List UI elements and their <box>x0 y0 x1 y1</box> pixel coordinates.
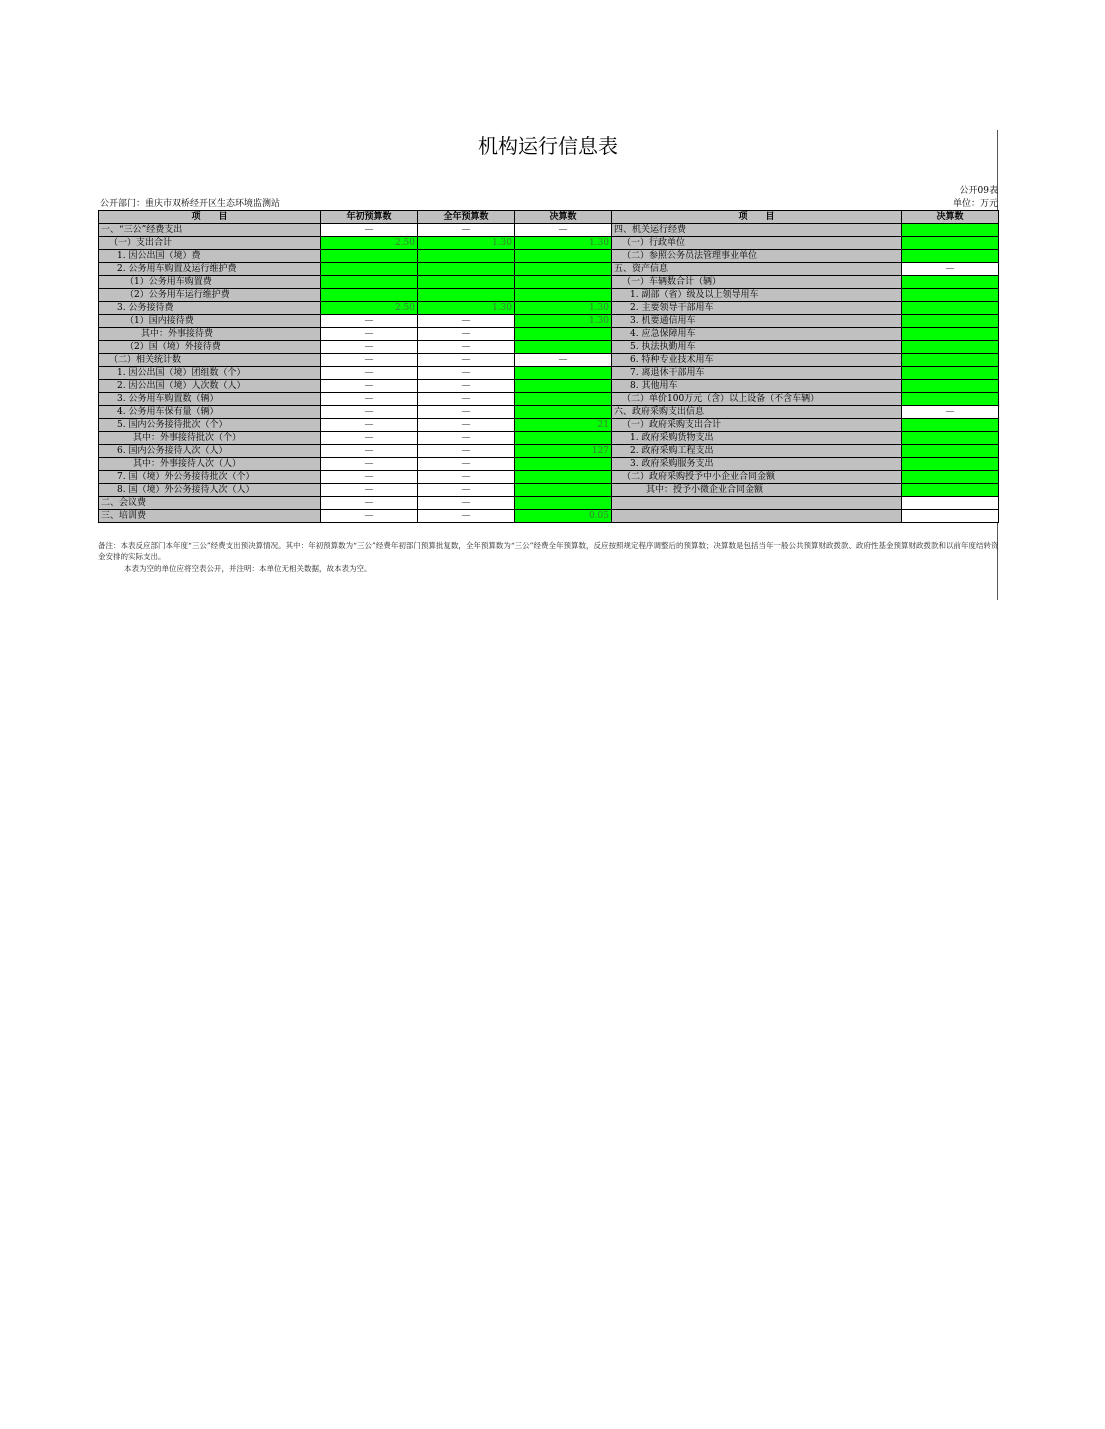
footnote: 备注：本表反应部门本年度“三公”经费支出预决算情况。其中：年初预算数为“三公”经费年初部门预算批复数，全年预算数为“三公”经费全年预算数，反应按照规定程序调整后的预算数；决算数是包括当年一般公共预算财政拨款、政府性基金预算财政拨款和以前年度结转资金安排的实际支出。 <box>98 541 999 561</box>
final-amount-cell <box>515 497 612 510</box>
full-budget-cell: — <box>418 419 515 432</box>
row-item-label-right: 7. 离退休干部用车 <box>612 367 902 380</box>
table-row <box>99 263 999 276</box>
department-label: 公开部门：重庆市双桥经开区生态环境监测站 <box>100 199 281 209</box>
final-amount-right-cell <box>902 367 999 380</box>
final-amount-right-cell <box>902 341 999 354</box>
row-item-label: 其中：外事接待人次（人） <box>99 458 321 471</box>
table-row <box>99 510 999 523</box>
initial-budget-cell: — <box>321 224 418 237</box>
initial-budget-cell <box>321 289 418 302</box>
full-budget-cell: — <box>418 471 515 484</box>
initial-budget-cell: — <box>321 497 418 510</box>
table-header-row <box>99 211 999 224</box>
final-amount-right-cell <box>902 497 999 510</box>
row-item-label: 三、培训费 <box>99 510 321 523</box>
final-amount-cell <box>515 289 612 302</box>
final-amount-right-cell <box>902 393 999 406</box>
initial-budget-cell: — <box>321 328 418 341</box>
full-budget-cell: — <box>418 484 515 497</box>
row-item-label-right: 其中：授予小微企业合同金额 <box>612 484 902 497</box>
final-amount-cell <box>515 393 612 406</box>
table-row <box>99 393 999 406</box>
row-item-label-right: 6. 特种专业技术用车 <box>612 354 902 367</box>
final-amount-cell: 1.30 <box>515 315 612 328</box>
full-budget-cell: — <box>418 497 515 510</box>
initial-budget-cell <box>321 250 418 263</box>
header-item-right: 项 目 <box>612 211 902 224</box>
final-amount-right-cell <box>902 471 999 484</box>
header-final-amount: 决算数 <box>515 211 612 224</box>
final-amount-cell <box>515 367 612 380</box>
final-amount-right-cell <box>902 354 999 367</box>
table-row <box>99 380 999 393</box>
table-row <box>99 471 999 484</box>
table-row <box>99 250 999 263</box>
row-item-label: （一）支出合计 <box>99 237 321 250</box>
final-amount-right-cell <box>902 237 999 250</box>
full-budget-cell: 1.30 <box>418 302 515 315</box>
table-row <box>99 328 999 341</box>
full-budget-cell: — <box>418 367 515 380</box>
final-amount-right-cell <box>902 328 999 341</box>
final-amount-cell: — <box>515 354 612 367</box>
initial-budget-cell: — <box>321 471 418 484</box>
table-code: 公开09表 <box>959 186 998 196</box>
full-budget-cell <box>418 263 515 276</box>
table-row <box>99 419 999 432</box>
final-amount-cell: 21 <box>515 419 612 432</box>
initial-budget-cell: — <box>321 341 418 354</box>
row-item-label: 5. 国内公务接待批次（个） <box>99 419 321 432</box>
table-body <box>99 224 999 523</box>
row-item-label: 2. 公务用车购置及运行维护费 <box>99 263 321 276</box>
table-row <box>99 354 999 367</box>
row-item-label: 一、“三公”经费支出 <box>99 224 321 237</box>
row-item-label: 3. 公务用车购置数（辆） <box>99 393 321 406</box>
right-border-tick <box>997 572 998 588</box>
page-title: 机构运行信息表 <box>478 134 618 158</box>
row-item-label-right: 8. 其他用车 <box>612 380 902 393</box>
table-row <box>99 289 999 302</box>
unit-label: 单位：万元 <box>952 199 998 209</box>
row-item-label: 3. 公务接待费 <box>99 302 321 315</box>
header-final-amount-right: 决算数 <box>902 211 999 224</box>
header-item: 项 目 <box>99 211 321 224</box>
row-item-label-right: 3. 机要通信用车 <box>612 315 902 328</box>
initial-budget-cell <box>321 263 418 276</box>
final-amount-cell: 1.30 <box>515 302 612 315</box>
table-row <box>99 341 999 354</box>
final-amount-cell <box>515 458 612 471</box>
table-row <box>99 432 999 445</box>
final-amount-right-cell: — <box>902 406 999 419</box>
final-amount-right-cell <box>902 224 999 237</box>
initial-budget-cell: — <box>321 484 418 497</box>
row-item-label: 1. 因公出国（境）费 <box>99 250 321 263</box>
full-budget-cell: — <box>418 315 515 328</box>
final-amount-right-cell <box>902 419 999 432</box>
initial-budget-cell: — <box>321 393 418 406</box>
header-initial-budget: 年初预算数 <box>321 211 418 224</box>
full-budget-cell <box>418 276 515 289</box>
row-item-label: 1. 因公出国（境）团组数（个） <box>99 367 321 380</box>
final-amount-right-cell <box>902 432 999 445</box>
initial-budget-cell: — <box>321 354 418 367</box>
full-budget-cell: — <box>418 510 515 523</box>
row-item-label-right: 1. 副部（省）级及以上领导用车 <box>612 289 902 302</box>
header-full-budget: 全年预算数 <box>418 211 515 224</box>
final-amount-cell <box>515 250 612 263</box>
row-item-label: （2）国（境）外接待费 <box>99 341 321 354</box>
full-budget-cell: — <box>418 393 515 406</box>
row-item-label-right: （二）单价100万元（含）以上设备（不含车辆） <box>612 393 902 406</box>
final-amount-cell: 1.30 <box>515 237 612 250</box>
full-budget-cell: — <box>418 458 515 471</box>
final-amount-right-cell <box>902 445 999 458</box>
table-row <box>99 406 999 419</box>
row-item-label: 2. 因公出国（境）人次数（人） <box>99 380 321 393</box>
final-amount-cell <box>515 484 612 497</box>
table-row <box>99 367 999 380</box>
final-amount-cell <box>515 341 612 354</box>
final-amount-cell: 127 <box>515 445 612 458</box>
initial-budget-cell <box>321 276 418 289</box>
full-budget-cell: 1.30 <box>418 237 515 250</box>
full-budget-cell: — <box>418 224 515 237</box>
table-row <box>99 484 999 497</box>
row-item-label: （2）公务用车运行维护费 <box>99 289 321 302</box>
table-row <box>99 276 999 289</box>
initial-budget-cell: — <box>321 406 418 419</box>
final-amount-right-cell <box>902 289 999 302</box>
info-table <box>98 210 999 523</box>
row-item-label: 4. 公务用车保有量（辆） <box>99 406 321 419</box>
final-amount-right-cell <box>902 250 999 263</box>
final-amount-right-cell <box>902 380 999 393</box>
row-item-label-right: 五、资产信息 <box>612 263 902 276</box>
final-amount-right-cell <box>902 315 999 328</box>
final-amount-cell: — <box>515 224 612 237</box>
row-item-label: 7. 国（境）外公务接待批次（个） <box>99 471 321 484</box>
final-amount-right-cell <box>902 302 999 315</box>
initial-budget-cell: — <box>321 315 418 328</box>
row-item-label-right: 六、政府采购支出信息 <box>612 406 902 419</box>
initial-budget-cell: — <box>321 367 418 380</box>
row-item-label: 二、会议费 <box>99 497 321 510</box>
table-row <box>99 302 999 315</box>
initial-budget-cell: — <box>321 380 418 393</box>
row-item-label-right: 2. 政府采购工程支出 <box>612 445 902 458</box>
initial-budget-cell: 2.50 <box>321 302 418 315</box>
full-budget-cell: — <box>418 406 515 419</box>
final-amount-cell <box>515 263 612 276</box>
row-item-label-right: （二）参照公务员法管理事业单位 <box>612 250 902 263</box>
row-item-label: 其中：外事接待批次（个） <box>99 432 321 445</box>
row-item-label-right: 4. 应急保障用车 <box>612 328 902 341</box>
footnote-empty-table: 本表为空的单位应将空表公开，并注明：本单位无相关数据，故本表为空。 <box>124 564 372 573</box>
table-row <box>99 497 999 510</box>
full-budget-cell: — <box>418 445 515 458</box>
row-item-label: 其中：外事接待费 <box>99 328 321 341</box>
row-item-label-right: 四、机关运行经费 <box>612 224 902 237</box>
row-item-label-right: （二）政府采购授予中小企业合同金额 <box>612 471 902 484</box>
initial-budget-cell: — <box>321 510 418 523</box>
full-budget-cell: — <box>418 341 515 354</box>
final-amount-right-cell <box>902 484 999 497</box>
full-budget-cell: — <box>418 432 515 445</box>
final-amount-cell <box>515 471 612 484</box>
row-item-label-right: 3. 政府采购服务支出 <box>612 458 902 471</box>
row-item-label: （二）相关统计数 <box>99 354 321 367</box>
table-row <box>99 445 999 458</box>
final-amount-cell <box>515 432 612 445</box>
initial-budget-cell: — <box>321 419 418 432</box>
row-item-label-right <box>612 510 902 523</box>
table-row <box>99 237 999 250</box>
final-amount-cell: 0.05 <box>515 510 612 523</box>
initial-budget-cell: — <box>321 432 418 445</box>
final-amount-cell <box>515 406 612 419</box>
final-amount-cell <box>515 380 612 393</box>
full-budget-cell: — <box>418 354 515 367</box>
full-budget-cell: — <box>418 328 515 341</box>
row-item-label-right: （一）车辆数合计（辆） <box>612 276 902 289</box>
full-budget-cell <box>418 250 515 263</box>
row-item-label-right: 1. 政府采购货物支出 <box>612 432 902 445</box>
row-item-label: 6. 国内公务接待人次（人） <box>99 445 321 458</box>
row-item-label-right: （一）行政单位 <box>612 237 902 250</box>
table-row <box>99 458 999 471</box>
table-row <box>99 224 999 237</box>
final-amount-right-cell <box>902 510 999 523</box>
table-row <box>99 315 999 328</box>
row-item-label-right <box>612 497 902 510</box>
initial-budget-cell: — <box>321 445 418 458</box>
final-amount-cell <box>515 276 612 289</box>
full-budget-cell: — <box>418 380 515 393</box>
row-item-label-right: 2. 主要领导干部用车 <box>612 302 902 315</box>
row-item-label-right: （一）政府采购支出合计 <box>612 419 902 432</box>
row-item-label: （1）国内接待费 <box>99 315 321 328</box>
initial-budget-cell: — <box>321 458 418 471</box>
final-amount-right-cell <box>902 458 999 471</box>
row-item-label-right: 5. 执法执勤用车 <box>612 341 902 354</box>
final-amount-right-cell: — <box>902 263 999 276</box>
initial-budget-cell: 2.50 <box>321 237 418 250</box>
final-amount-right-cell <box>902 276 999 289</box>
final-amount-cell <box>515 328 612 341</box>
row-item-label: 8. 国（境）外公务接待人次（人） <box>99 484 321 497</box>
full-budget-cell <box>418 289 515 302</box>
row-item-label: （1）公务用车购置费 <box>99 276 321 289</box>
